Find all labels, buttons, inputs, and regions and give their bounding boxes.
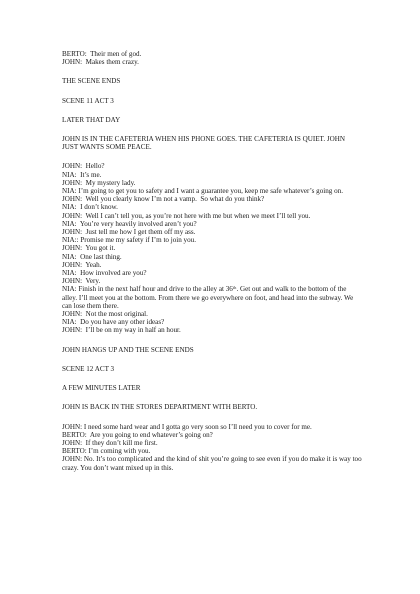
script-line: JOHN: I’ll be on my way in half an hour. bbox=[62, 326, 181, 335]
script-line: NIA: You’re very heavily involved aren’t you? bbox=[62, 219, 197, 228]
paragraph-gap bbox=[62, 392, 362, 403]
script-paragraph: NIA: Finish in the next half hour and drive to the alley at 36ᵗʰ. Get out and walk to the bottom of the alley. I’ll meet you at the bottom. From there we go everywhere on foot, and head into the subway. We can lose them there. bbox=[62, 285, 354, 310]
script-line: JOHN: Not the most original. bbox=[62, 310, 148, 319]
paragraph-gap bbox=[62, 335, 362, 346]
paragraph-gap bbox=[62, 66, 362, 77]
script-line: JOHN: Makes them crazy. bbox=[62, 58, 139, 67]
script-line: JOHN HANGS UP AND THE SCENE ENDS bbox=[62, 345, 194, 354]
script-line: SCENE 12 ACT 3 bbox=[62, 364, 115, 373]
script-line: JOHN: You got it. bbox=[62, 244, 116, 253]
script-paragraph: JOHN: No. It’s too complicated and the kind of shit you’re going to see even if you do make it is way too crazy. You don’t want mixed up in this. bbox=[62, 455, 362, 472]
paragraph-gap bbox=[62, 412, 362, 423]
script-line: JOHN: If they don’t kill me first. bbox=[62, 438, 158, 447]
paragraph-gap bbox=[62, 151, 362, 162]
script-line: JOHN: Just tell me how I get them off my ass. bbox=[62, 228, 196, 237]
script-line: SCENE 11 ACT 3 bbox=[62, 96, 114, 105]
script-text bbox=[62, 50, 362, 472]
script-line: JOHN: Very. bbox=[62, 277, 101, 286]
script-paragraph: JOHN IS IN THE CAFETERIA WHEN HIS PHONE GOES. THE CAFETERIA IS QUIET. JOHN JUST WANTS SOME PEACE. bbox=[62, 135, 346, 152]
script-line: THE SCENE ENDS bbox=[62, 77, 121, 86]
script-line: BERTO: I’m coming with you. bbox=[62, 447, 151, 456]
script-line: JOHN: Well I can’t tell you, as you’re not here with me but when we meet I’ll tell you. bbox=[62, 211, 311, 220]
paragraph-gap bbox=[62, 354, 362, 365]
script-line: NIA:: Promise me my safety if I’m to join you. bbox=[62, 236, 196, 245]
paragraph-gap bbox=[62, 105, 362, 116]
script-line: NIA: One last thing. bbox=[62, 252, 122, 261]
script-line: BERTO: Their men of god. bbox=[62, 50, 142, 58]
script-line: NIA: It’s me. bbox=[62, 170, 102, 179]
script-line: NIA: I don’t know. bbox=[62, 203, 118, 212]
paragraph-gap bbox=[62, 373, 362, 384]
script-paragraph: JOHN: I need some hard wear and I gotta go very soon so I’ll need you to cover for me. bbox=[62, 422, 312, 431]
paragraph-gap bbox=[62, 124, 362, 135]
script-line: JOHN IS BACK IN THE STORES DEPARTMENT WITH BERTO. bbox=[62, 403, 258, 412]
script-line: NIA: How involved are you? bbox=[62, 269, 147, 278]
script-line: NIA: Do you have any other ideas? bbox=[62, 318, 165, 327]
script-line: JOHN: Hello? bbox=[62, 162, 105, 171]
paragraph-gap bbox=[62, 86, 362, 97]
script-line: BERTO: Are you going to end whatever’s going on? bbox=[62, 430, 213, 439]
script-line: JOHN: Well you clearly know I’m not a vamp. So what do you think? bbox=[62, 195, 265, 204]
script-line: JOHN: Yeah. bbox=[62, 260, 102, 269]
script-line: A FEW MINUTES LATER bbox=[62, 384, 141, 393]
script-line: JOHN: My mystery lady. bbox=[62, 178, 136, 187]
script-line: LATER THAT DAY bbox=[62, 115, 121, 124]
script-paragraph: NIA: I’m going to get you to safety and I want a guarantee you, keep me safe whatever’s going on. bbox=[62, 187, 343, 196]
